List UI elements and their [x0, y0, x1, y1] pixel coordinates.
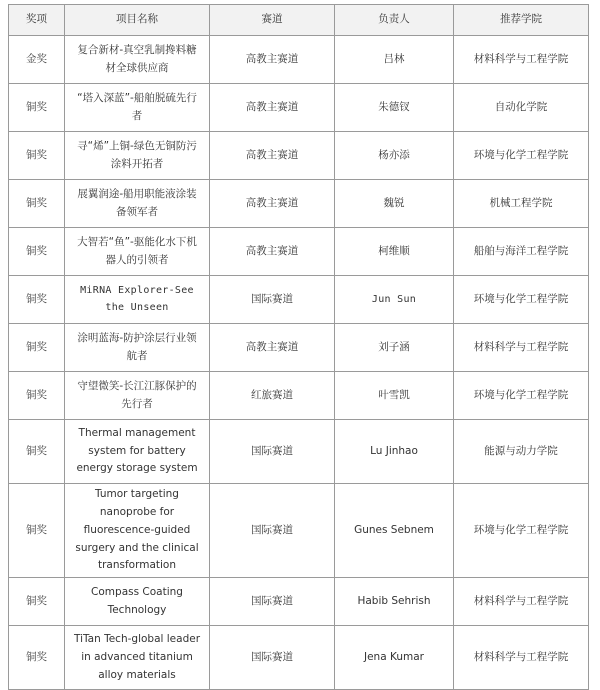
track-cell: 国际赛道	[210, 484, 335, 578]
track-cell: 高教主赛道	[210, 324, 335, 372]
award-cell: 金奖	[9, 36, 65, 84]
project-name: 涂明蓝海-防护涂层行业领航者	[77, 331, 197, 362]
project-cell	[65, 578, 210, 626]
school-cell: 船舶与海洋工程学院	[454, 228, 589, 276]
school-cell: 机械工程学院	[454, 180, 589, 228]
table-row	[9, 228, 589, 276]
table-row	[9, 484, 589, 578]
award-cell: 铜奖	[9, 626, 65, 690]
table-row	[9, 276, 589, 324]
school-cell: 材料科学与工程学院	[454, 36, 589, 84]
project-name: 展翼润途-船用职能液涂装备领军者	[77, 187, 197, 218]
track-cell: 高教主赛道	[210, 132, 335, 180]
leader-cell: 吕林	[335, 36, 454, 84]
award-cell: 铜奖	[9, 132, 65, 180]
school-cell: 环境与化学工程学院	[454, 132, 589, 180]
award-cell: 铜奖	[9, 372, 65, 420]
project-name: TiTan Tech-global leader in advanced titanium alloy materials	[73, 632, 201, 681]
project-cell	[65, 132, 210, 180]
track-cell: 国际赛道	[210, 420, 335, 484]
school-cell: 材料科学与工程学院	[454, 324, 589, 372]
school-cell: 环境与化学工程学院	[454, 484, 589, 578]
project-cell	[65, 228, 210, 276]
track-cell: 高教主赛道	[210, 228, 335, 276]
track-cell: 国际赛道	[210, 276, 335, 324]
project-name: MiRNA Explorer-See the Unseen	[80, 285, 194, 314]
header-row	[9, 5, 589, 36]
table-row	[9, 180, 589, 228]
project-cell	[65, 420, 210, 484]
table-row	[9, 372, 589, 420]
leader-cell: Gunes Sebnem	[335, 484, 454, 578]
project-cell	[65, 484, 210, 578]
leader-cell: 魏锐	[335, 180, 454, 228]
school-cell: 自动化学院	[454, 84, 589, 132]
project-name: Thermal management system for battery energy storage system	[76, 426, 198, 475]
track-cell: 高教主赛道	[210, 36, 335, 84]
table-row	[9, 626, 589, 690]
school-cell: 环境与化学工程学院	[454, 372, 589, 420]
award-cell: 铜奖	[9, 324, 65, 372]
leader-cell: 刘子涵	[335, 324, 454, 372]
leader-cell: Jun Sun	[335, 276, 454, 324]
award-cell: 铜奖	[9, 84, 65, 132]
leader-cell: Habib Sehrish	[335, 578, 454, 626]
award-cell: 铜奖	[9, 578, 65, 626]
awards-table-container	[8, 4, 589, 690]
track-cell: 红旅赛道	[210, 372, 335, 420]
school-cell: 材料科学与工程学院	[454, 578, 589, 626]
track-cell: 国际赛道	[210, 578, 335, 626]
project-cell	[65, 84, 210, 132]
project-cell	[65, 626, 210, 690]
awards-table	[8, 4, 589, 690]
track-cell: 国际赛道	[210, 626, 335, 690]
project-cell	[65, 36, 210, 84]
leader-cell: 柯维顺	[335, 228, 454, 276]
leader-cell: Jena Kumar	[335, 626, 454, 690]
project-name: 复合新材-真空乳制搀料糖材全球供应商	[77, 43, 197, 74]
project-cell	[65, 276, 210, 324]
award-cell: 铜奖	[9, 228, 65, 276]
project-name: 大智若“鱼”-驱能化水下机器人的引领者	[77, 235, 197, 266]
project-cell	[65, 372, 210, 420]
table-row	[9, 324, 589, 372]
header-award: 奖项	[9, 5, 65, 36]
school-cell: 环境与化学工程学院	[454, 276, 589, 324]
table-row	[9, 36, 589, 84]
award-cell: 铜奖	[9, 180, 65, 228]
award-cell: 铜奖	[9, 484, 65, 578]
award-cell: 铜奖	[9, 276, 65, 324]
school-cell: 材料科学与工程学院	[454, 626, 589, 690]
leader-cell: 杨亦添	[335, 132, 454, 180]
leader-cell: Lu Jinhao	[335, 420, 454, 484]
header-school: 推荐学院	[454, 5, 589, 36]
project-name: Compass Coating Technology	[91, 585, 183, 616]
project-name: 守望微笑-长江江豚保护的先行者	[77, 379, 197, 410]
table-row	[9, 132, 589, 180]
project-name: “塔入深蓝”-船舶脱硫先行者	[77, 91, 197, 122]
leader-cell: 叶雪凯	[335, 372, 454, 420]
track-cell: 高教主赛道	[210, 84, 335, 132]
table-row	[9, 578, 589, 626]
header-leader: 负责人	[335, 5, 454, 36]
project-name: Tumor targeting nanoprobe for fluorescence-guided surgery and the clinical transformation	[75, 488, 199, 572]
header-project: 项目名称	[65, 5, 210, 36]
table-row	[9, 84, 589, 132]
track-cell: 高教主赛道	[210, 180, 335, 228]
project-cell	[65, 324, 210, 372]
school-cell: 能源与动力学院	[454, 420, 589, 484]
leader-cell: 朱德钗	[335, 84, 454, 132]
project-cell	[65, 180, 210, 228]
table-row	[9, 420, 589, 484]
project-name: 寻“烯”上铜-绿色无铜防污涂料开拓者	[77, 139, 197, 170]
award-cell: 铜奖	[9, 420, 65, 484]
header-track: 赛道	[210, 5, 335, 36]
